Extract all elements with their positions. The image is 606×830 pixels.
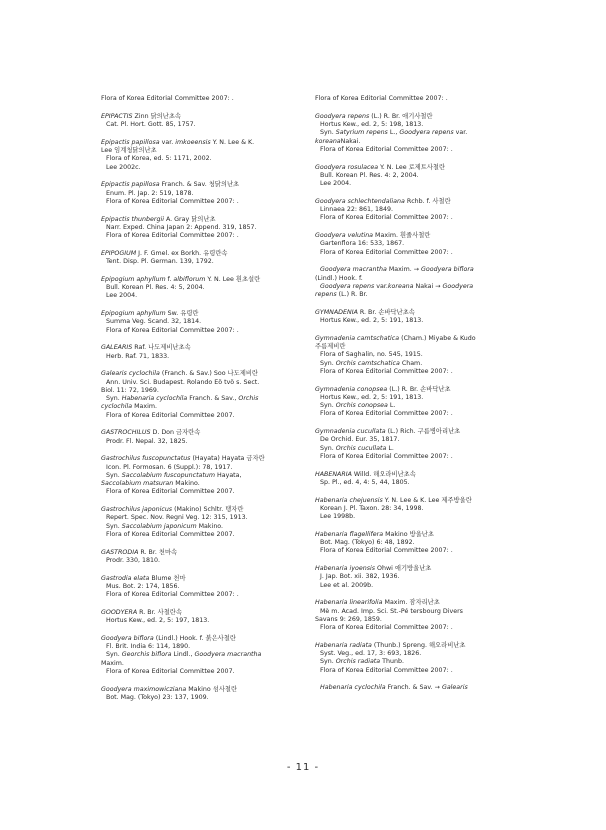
entry-line: Sp. Pl., ed. 4, 4: 5, 44, 1805.: [320, 478, 410, 486]
entry-line: Bot. Mag. (Tokyo) 6: 48, 1892.: [320, 539, 415, 546]
taxon-entry: [101, 506, 301, 539]
entry-line: Summa Veg. Scand. 32, 1814.: [106, 318, 202, 326]
entry-line: Goodyera rosulacea Y. N. Lee 로제트사철란: [315, 163, 446, 171]
entry-line: Galearis cyclochila (Franch. & Sav.) Soo 나도제비란: [101, 370, 259, 378]
entry-line: Hortus Kew., ed. 2, 5: 191, 1813.: [320, 317, 424, 324]
entry-line: Habenaria chejuensis Y. N. Lee & K. Lee 제주방울란: [315, 496, 472, 504]
taxon-entry: [101, 635, 301, 676]
entry-line: Prodr. 330, 1810.: [106, 556, 161, 564]
taxon-entry: [315, 471, 520, 488]
taxon-entry: [315, 497, 520, 522]
entry-line: Gymnadenia cucullata (L.) Rich. 구름병아리난초: [315, 428, 461, 435]
entry-line: Flora of Korea Editorial Committee 2007: .: [106, 326, 239, 334]
taxon-entry: [101, 113, 301, 130]
taxon-entry: [315, 531, 520, 556]
entry-line: Flora of Korea Editorial Committee 2007: .: [320, 547, 453, 555]
entry-line: Mus. Bot. 2: 174, 1856.: [106, 582, 180, 590]
entry-line: Flora of Korea Editorial Committee 2007: .: [320, 145, 453, 153]
entry-line: EPIPACTIS Zinn 닭의난초속: [101, 112, 181, 120]
entry-line: Maxim.: [101, 659, 124, 667]
entry-line: koreanaNakai.: [315, 137, 361, 145]
entry-line: Flora of Korea Editorial Committee 2007: .: [320, 214, 453, 222]
entry-line: Biol. 11: 72, 1969.: [101, 386, 159, 394]
entry-line: Syst. Veg., ed. 17, 3: 693, 1826.: [320, 650, 422, 657]
entry-line: Syn. Orchis radiata Thunb.: [320, 658, 404, 666]
entry-line: Korean J. Pl. Taxon. 28: 34, 1998.: [320, 504, 424, 512]
entry-line: Goodyera velutina Maxim. 흰줄사철란: [315, 232, 431, 239]
entry-line: Lee 2004.: [106, 292, 138, 300]
entry-line: Syn. Orchis conopsea L.: [320, 402, 396, 409]
taxon-entry: [315, 684, 520, 692]
taxon-entry: [101, 549, 301, 566]
entry-line: Herb. Raf. 71, 1833.: [106, 352, 170, 360]
entry-line: Flora of Korea Editorial Committee 2007.: [106, 530, 235, 538]
entry-line: Flora of Saghalin, no. 545, 1915.: [320, 351, 423, 359]
taxon-entry: [315, 335, 520, 376]
entry-line: Flora of Korea Editorial Committee 2007.: [106, 411, 235, 419]
entry-line: Habenaria cyclochila Franch. & Sav. → Galearis: [320, 684, 468, 692]
entry-line: J. Jap. Bot. xii. 382, 1936.: [320, 573, 400, 581]
taxon-entry: [315, 266, 520, 299]
taxon-entry: [101, 250, 301, 267]
entry-line: Epipactis papillosa var. imkoeensis Y. N. Lee & K.: [101, 138, 255, 146]
entry-line: Syn. Orchis cucullata L.: [320, 444, 394, 452]
taxon-entry: [315, 164, 520, 189]
entry-line: Bot. Mag. (Tokyo) 23: 137, 1909.: [106, 693, 209, 701]
entry-line: Linnaea 22: 861, 1849.: [320, 206, 394, 213]
entry-line: Flora of Korea, ed. 5: 1171, 2002.: [106, 155, 212, 163]
entry-line: Flora of Korea Editorial Committee 2007: .: [101, 95, 234, 102]
taxon-entry: [101, 429, 301, 446]
entry-line: Repert. Spec. Nov. Regni Veg. 12: 315, 1913.: [106, 514, 248, 522]
entry-line: Flora of Korea Editorial Committee 2007: .: [320, 410, 453, 418]
entry-line: GASTRODIA R. Br. 천마속: [101, 548, 178, 556]
taxon-entry: [101, 216, 301, 241]
entry-line: Hortus Kew., ed. 2, 5: 197, 1813.: [106, 617, 210, 624]
entry-line: Flora of Korea Editorial Committee 2007.: [106, 667, 235, 675]
entry-line: Mè m. Acad. Imp. Sci. St.-Pé tersbourg Divers: [320, 607, 463, 615]
entry-line: Habenaria iyoensis Ohwi 애기방울난초: [315, 565, 432, 572]
taxon-entry: [315, 309, 520, 326]
entry-line: Syn. Satyrium repens L., Goodyera repens var.: [320, 129, 468, 137]
taxon-entry: [101, 95, 301, 103]
taxon-entry: [101, 181, 301, 206]
entry-line: Habenaria flagellifera Makino 방울난초: [315, 530, 434, 538]
entry-line: Flora of Korea Editorial Committee 2007: .: [106, 232, 239, 239]
entry-line: Epipogium aphyllum Sw. 유령란: [101, 310, 199, 317]
entry-line: Enum. Pl. Jap. 2: 519, 1878.: [106, 189, 194, 197]
entry-line: (Lindl.) Hook. f.: [315, 274, 363, 282]
entry-line: GYMNADENIA R. Br. 손바닥난초속: [315, 308, 415, 316]
entry-line: Epipogium aphyllum f. albiflorum Y. N. Lee 흰초설란: [101, 275, 261, 283]
entry-line: Goodyera schlechtendaliana Rchb. f. 사철란: [315, 197, 451, 205]
taxon-entry: [101, 370, 301, 420]
taxon-entry: [315, 95, 520, 103]
entry-line: Cat. Pl. Hort. Gott. 85, 1757.: [106, 121, 196, 128]
entry-line: cyclochila Maxim.: [101, 403, 157, 411]
taxon-entry: [315, 642, 520, 675]
entry-line: Syn. Georchis biflora Lindl., Goodyera macrantha: [106, 651, 262, 659]
entry-line: Goodyera biflora (Lindl.) Hook. f. 붉은사철란: [101, 634, 236, 642]
entry-line: Icon. Pl. Formosan. 6 (Suppl.): 78, 1917.: [106, 463, 233, 471]
taxon-entry: [101, 139, 301, 172]
entry-line: Lee 2004.: [320, 180, 352, 187]
entry-line: Syn. Saccolabium fuscopunctatum Hayata,: [106, 471, 242, 479]
entry-line: Fl. Brit. India 6: 114, 1890.: [106, 643, 191, 650]
entry-line: repens (L.) R. Br.: [315, 291, 368, 298]
entry-line: Flora of Korea Editorial Committee 2007: .: [106, 197, 239, 205]
entry-line: Gastrochilus fuscopunctatus (Hayata) Hayata 금자란: [101, 455, 265, 463]
entry-line: Lee 2002c.: [106, 163, 141, 171]
entry-line: Epipactis thunbergii A. Gray 닭의난초: [101, 215, 216, 223]
taxon-entry: [315, 386, 520, 419]
entry-line: Flora of Korea Editorial Committee 2007: .: [320, 367, 453, 375]
right-column: [315, 95, 520, 702]
entry-line: Flora of Korea Editorial Committee 2007: .: [320, 666, 453, 674]
taxon-entry: [315, 428, 520, 461]
entry-line: Goodyera maximowicziana Makino 섬사철란: [101, 685, 238, 693]
entry-line: Flora of Korea Editorial Committee 2007.: [106, 488, 235, 496]
entry-line: Syn. Orchis camtschatica Cham.: [320, 359, 423, 367]
entry-line: Narr. Exped. China Japan 2: Append. 319, 1857.: [106, 223, 257, 231]
entry-line: Flora of Korea Editorial Committee 2007: .: [320, 248, 453, 256]
entry-line: GOODYERA R. Br. 사철란속: [101, 608, 182, 616]
entry-line: Gastrodia elata Blume 천마: [101, 574, 186, 582]
entry-line: Lee 임계청닭의난초: [101, 147, 157, 154]
entry-line: Gymnadenia camtschatica (Cham.) Miyabe & Kudo: [315, 334, 476, 342]
entry-line: Flora of Korea Editorial Committee 2007: .: [315, 95, 448, 102]
taxon-entry: [315, 565, 520, 590]
entry-line: Saccolabium matsuran Makino.: [101, 480, 200, 487]
taxon-entry: [101, 575, 301, 600]
left-column: [101, 95, 301, 712]
taxon-entry: [101, 310, 301, 335]
entry-line: Lee 1998b.: [320, 513, 356, 520]
entry-line: Gartenflora 16: 533, 1867.: [320, 240, 405, 248]
entry-line: Goodyera repens (L.) R. Br. 애기사철란: [315, 112, 433, 120]
taxon-entry: [315, 198, 520, 223]
taxon-entry: [101, 686, 301, 703]
entry-line: Gastrochilus japonicus (Makino) Schltr. 탱자란: [101, 506, 244, 513]
entry-line: Savans 9: 269, 1859.: [315, 615, 382, 623]
entry-line: Prodr. Fl. Nepal. 32, 1825.: [106, 437, 188, 445]
entry-line: GALEARIS Raf. 나도제비난초속: [101, 344, 191, 352]
entry-line: Gymnadenia conopsea (L.) R. Br. 손바닥난초: [315, 385, 451, 393]
entry-line: Goodyera macrantha Maxim. → Goodyera biflora: [320, 266, 474, 274]
taxon-entry: [101, 276, 301, 301]
taxon-entry: [101, 455, 301, 496]
entry-line: Flora of Korea Editorial Committee 2007: .: [106, 591, 239, 598]
entry-line: Tent. Disp. Pl. German. 139, 1792.: [106, 258, 214, 265]
entry-line: Habenaria linearifolia Maxim. 잠자리난초: [315, 599, 440, 607]
entry-line: Lee et al. 2009b.: [320, 581, 374, 589]
page-number: - 11 -: [286, 762, 320, 773]
entry-line: Syn. Habenaria cyclochila Franch. & Sav., Orchis: [106, 395, 259, 402]
taxon-entry: [315, 113, 520, 154]
taxon-entry: [315, 599, 520, 632]
entry-line: Flora of Korea Editorial Committee 2007: .: [320, 452, 453, 460]
entry-line: Ann. Univ. Sci. Budapest. Rolando Eö tvö s. Sect.: [106, 378, 260, 386]
entry-line: Habenaria radiata (Thunb.) Spreng. 해오라비난초: [315, 641, 466, 649]
entry-line: Hortus Kew., ed. 2, 5: 198, 1813.: [320, 121, 424, 128]
entry-line: 주름제비란: [315, 343, 346, 350]
entry-line: Bull. Korean Pl. Res. 4: 5, 2004.: [106, 284, 205, 291]
entry-line: Goodyera repens var.koreana Nakai → Goodyera: [320, 282, 474, 290]
entry-line: Syn. Saccolabium japonicum Makino.: [106, 522, 224, 530]
entry-line: Flora of Korea Editorial Committee 2007: .: [320, 624, 453, 631]
entry-line: Bull. Korean Pl. Res. 4: 2, 2004.: [320, 171, 419, 179]
entry-line: De Orchid. Eur. 35, 1817.: [320, 436, 400, 444]
entry-line: Hortus Kew., ed. 2, 5: 191, 1813.: [320, 393, 424, 401]
taxon-entry: [315, 232, 520, 257]
taxon-entry: [101, 344, 301, 361]
entry-line: EPIPOGIUM J. F. Gmel. ex Borkh. 유령란속: [101, 249, 228, 257]
entry-line: HABENARIA Willd. 해오라비난초속: [315, 470, 416, 478]
taxon-entry: [101, 609, 301, 626]
entry-line: GASTROCHILUS D. Don 금자란속: [101, 429, 201, 437]
entry-line: Epipactis papillosa Franch. & Sav. 청닭의난초: [101, 181, 240, 189]
